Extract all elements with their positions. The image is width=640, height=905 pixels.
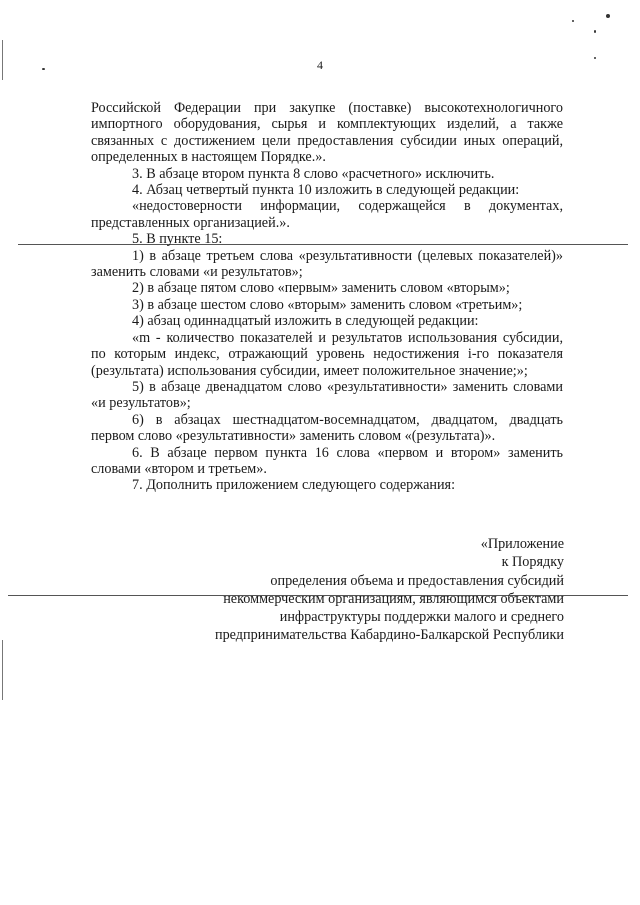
paragraph: 2) в абзаце пятом слово «первым» заменить словом «вторым»;	[132, 280, 510, 297]
scan-speck	[594, 30, 596, 33]
attachment-line: к Порядку	[501, 554, 564, 571]
attachment-heading	[215, 535, 564, 645]
paragraph: 3) в абзаце шестом слово «вторым» заменить словом «третьим»;	[132, 296, 523, 313]
paragraph: 1) в абзаце третьем слова «результативности (целевых показателей)» заменить словами «и результатов»;	[91, 247, 563, 281]
paragraph: 6) в абзацах шестнадцатом-восемнадцатом, двадцатом, двадцать первом слово «результативности» заменить словом «(результата)».	[91, 411, 563, 445]
paragraph: «m - количество показателей и результатов использования субсидии, по которым индекс, отражающий уровень недостижения i-го показателя (результата) использования субсидии, имеет положительное значение;»;	[91, 329, 563, 379]
paragraph: 4) абзац одиннадцатый изложить в следующей редакции:	[132, 313, 479, 330]
page-number: 4	[317, 58, 323, 72]
attachment-line: «Приложение	[480, 536, 564, 552]
paragraph: 7. Дополнить приложением следующего содержания:	[132, 477, 456, 494]
paragraph: 5) в абзаце двенадцатом слово «результативности» заменить словами «и результатов»;	[91, 378, 563, 412]
attachment-line: определения объема и предоставления субсидий	[270, 572, 564, 589]
scan-speck	[606, 14, 610, 18]
paragraph: Российской Федерации при закупке (поставке) высокотехнологичного импортного оборудования, сырья и комплектующих изделий, а также связанных с достижением цели предоставления субсидии иных операций, определенных в настоящем Порядке.».	[91, 100, 563, 166]
attachment-line: предпринимательства Кабардино-Балкарской Республики	[215, 627, 564, 644]
attachment-line: инфраструктуры поддержки малого и среднего	[279, 609, 564, 626]
paragraph: 6. В абзаце первом пункта 16 слова «первом и втором» заменить словами «втором и третьем».	[91, 444, 563, 477]
document-body	[91, 100, 563, 494]
attachment-line: некоммерческим организациям, являющимся объектами	[223, 590, 564, 607]
paragraph: «недостоверности информации, содержащейся в документах, представленных организацией.».	[91, 198, 563, 231]
binder-mark	[2, 640, 3, 700]
paragraph: 4. Абзац четвертый пункта 10 изложить в следующей редакции:	[132, 182, 520, 199]
paragraph: 5. В пункте 15:	[132, 231, 223, 248]
scan-speck	[572, 20, 574, 22]
paragraph: 3. В абзаце втором пункта 8 слово «расчетного» исключить.	[132, 165, 495, 182]
